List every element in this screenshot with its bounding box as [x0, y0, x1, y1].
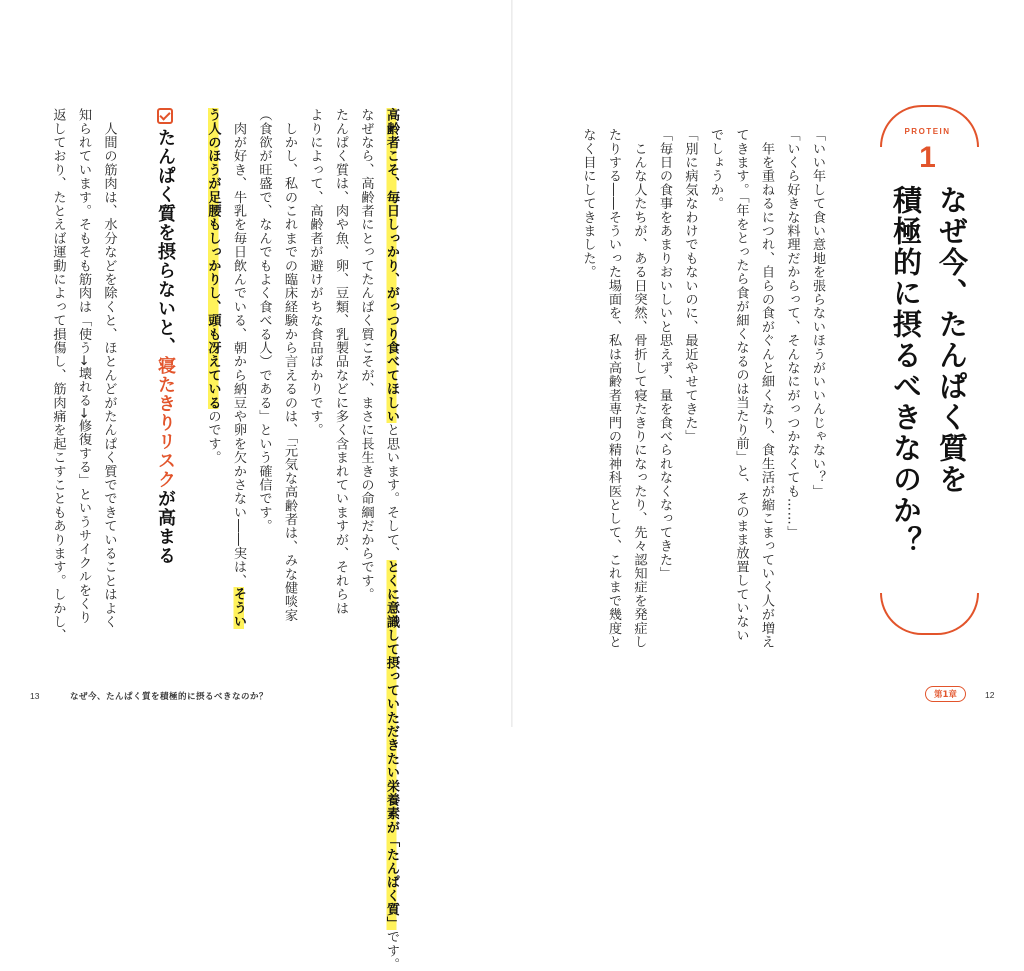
page-gutter [511, 0, 513, 727]
subheading-text: たんぱく質を摂らないと、 [155, 128, 176, 356]
text-line: たりする――そういった場面を、私は高齢者専門の精神科医として、これまで幾度と [606, 128, 621, 649]
plain-text: のです。 [205, 409, 221, 465]
text-line [226, 108, 252, 648]
text-line: なく目にしてきました。 [580, 128, 596, 279]
protein-number: 1 [919, 141, 936, 174]
page-number-left: 13 [30, 691, 40, 701]
highlight-text: とくに意識して摂っていただきたい栄養素が「たんぱく質」 [384, 560, 399, 931]
text-line: 知られています。そもそも筋肉は「使う→壊れる→修復する」というサイクルをくり [76, 108, 91, 625]
highlight-text: そうい [231, 587, 246, 629]
subheading-accent: 寝たきりリスク [155, 356, 176, 489]
text-line [200, 108, 226, 648]
right-page-body [575, 128, 830, 648]
text-line: てきます。「年をとったら食が細くなるのは当たり前」と、そのまま放置していない [733, 128, 749, 642]
highlight-text: 高齢者こそ、毎日しっかり、がっつり食べてほしい [384, 108, 399, 424]
text-line: 人間の筋肉は、水分などを除くと、ほとんどがたんぱく質でできていることはよく [101, 108, 117, 629]
title-line-1: なぜ今、たんぱく質を [935, 185, 969, 495]
text-line: 「いい年して食い意地を張らないほうがいいんじゃない？」 [810, 128, 825, 498]
checkbox-icon [157, 108, 173, 124]
text-line: でしょうか。 [708, 128, 723, 211]
left-footer [30, 690, 268, 702]
subheading [152, 108, 178, 568]
title-line-2: 積極的に摂るべきなのか？ [889, 185, 923, 557]
text-line [379, 108, 405, 971]
running-title: なぜ今、たんぱく質を積極的に摂るべきなのか？ [70, 692, 269, 702]
protein-label: PROTEIN [904, 127, 951, 136]
plain-text: 肉が好き、牛乳を毎日飲んでいる、朝から納豆や卵を欠かさない――実は、 [231, 108, 246, 588]
title-bracket-bottom [880, 593, 979, 635]
highlight-text: う人のほうが足腰もしっかりし、頭も冴えている [205, 108, 221, 410]
plain-text: です。 [384, 930, 399, 971]
plain-text: と思います。そして、 [384, 423, 399, 561]
chapter-title-block [880, 105, 975, 635]
page-number-right: 12 [985, 690, 995, 700]
subheading-text: が高まる [155, 489, 176, 565]
left-page-body-2 [45, 108, 122, 648]
text-line: 「別に病気なわけでもないのに、最近やせてきた」 [682, 128, 698, 444]
text-line: 「毎日の食事をあまりおいしいと思えず、量を食べられなくなってきた」 [657, 128, 672, 581]
text-line: 「いくら好きな料理だからって、そんなにがっつかなくても……」 [784, 128, 800, 539]
text-line: 返しており、たとえば運動によって損傷し、筋肉痛を起こすこともあります。しかし、 [50, 108, 66, 643]
section-title [880, 185, 975, 595]
left-page-body [200, 108, 404, 971]
text-line: こんな人たちが、ある日突然、骨折して寝たきりになったり、先々認知症を発症し [631, 128, 647, 649]
text-line: たんぱく質は、肉や魚、卵、豆類、乳製品などに多く含まれていますが、それらは [333, 108, 348, 615]
chapter-badge: 第1章 [925, 686, 966, 702]
text-line: （食欲が旺盛で、なんでもよく食べる人）である」という確信です。 [256, 108, 272, 533]
text-line: しかし、私のこれまでの臨床経験から言えるのは、「元気な高齢者は、みな健啖家 [282, 108, 297, 622]
text-line: 年を重ねるにつれ、自らの食がぐんと細くなり、食生活が縮こまっていく人が増え [759, 128, 774, 649]
text-line: なぜなら、高齢者にとってたんぱく質こそが、まさに長生きの命綱だからです。 [358, 108, 374, 602]
text-line: よりによって、高齢者が避けがちな食品ばかりです。 [307, 108, 323, 437]
